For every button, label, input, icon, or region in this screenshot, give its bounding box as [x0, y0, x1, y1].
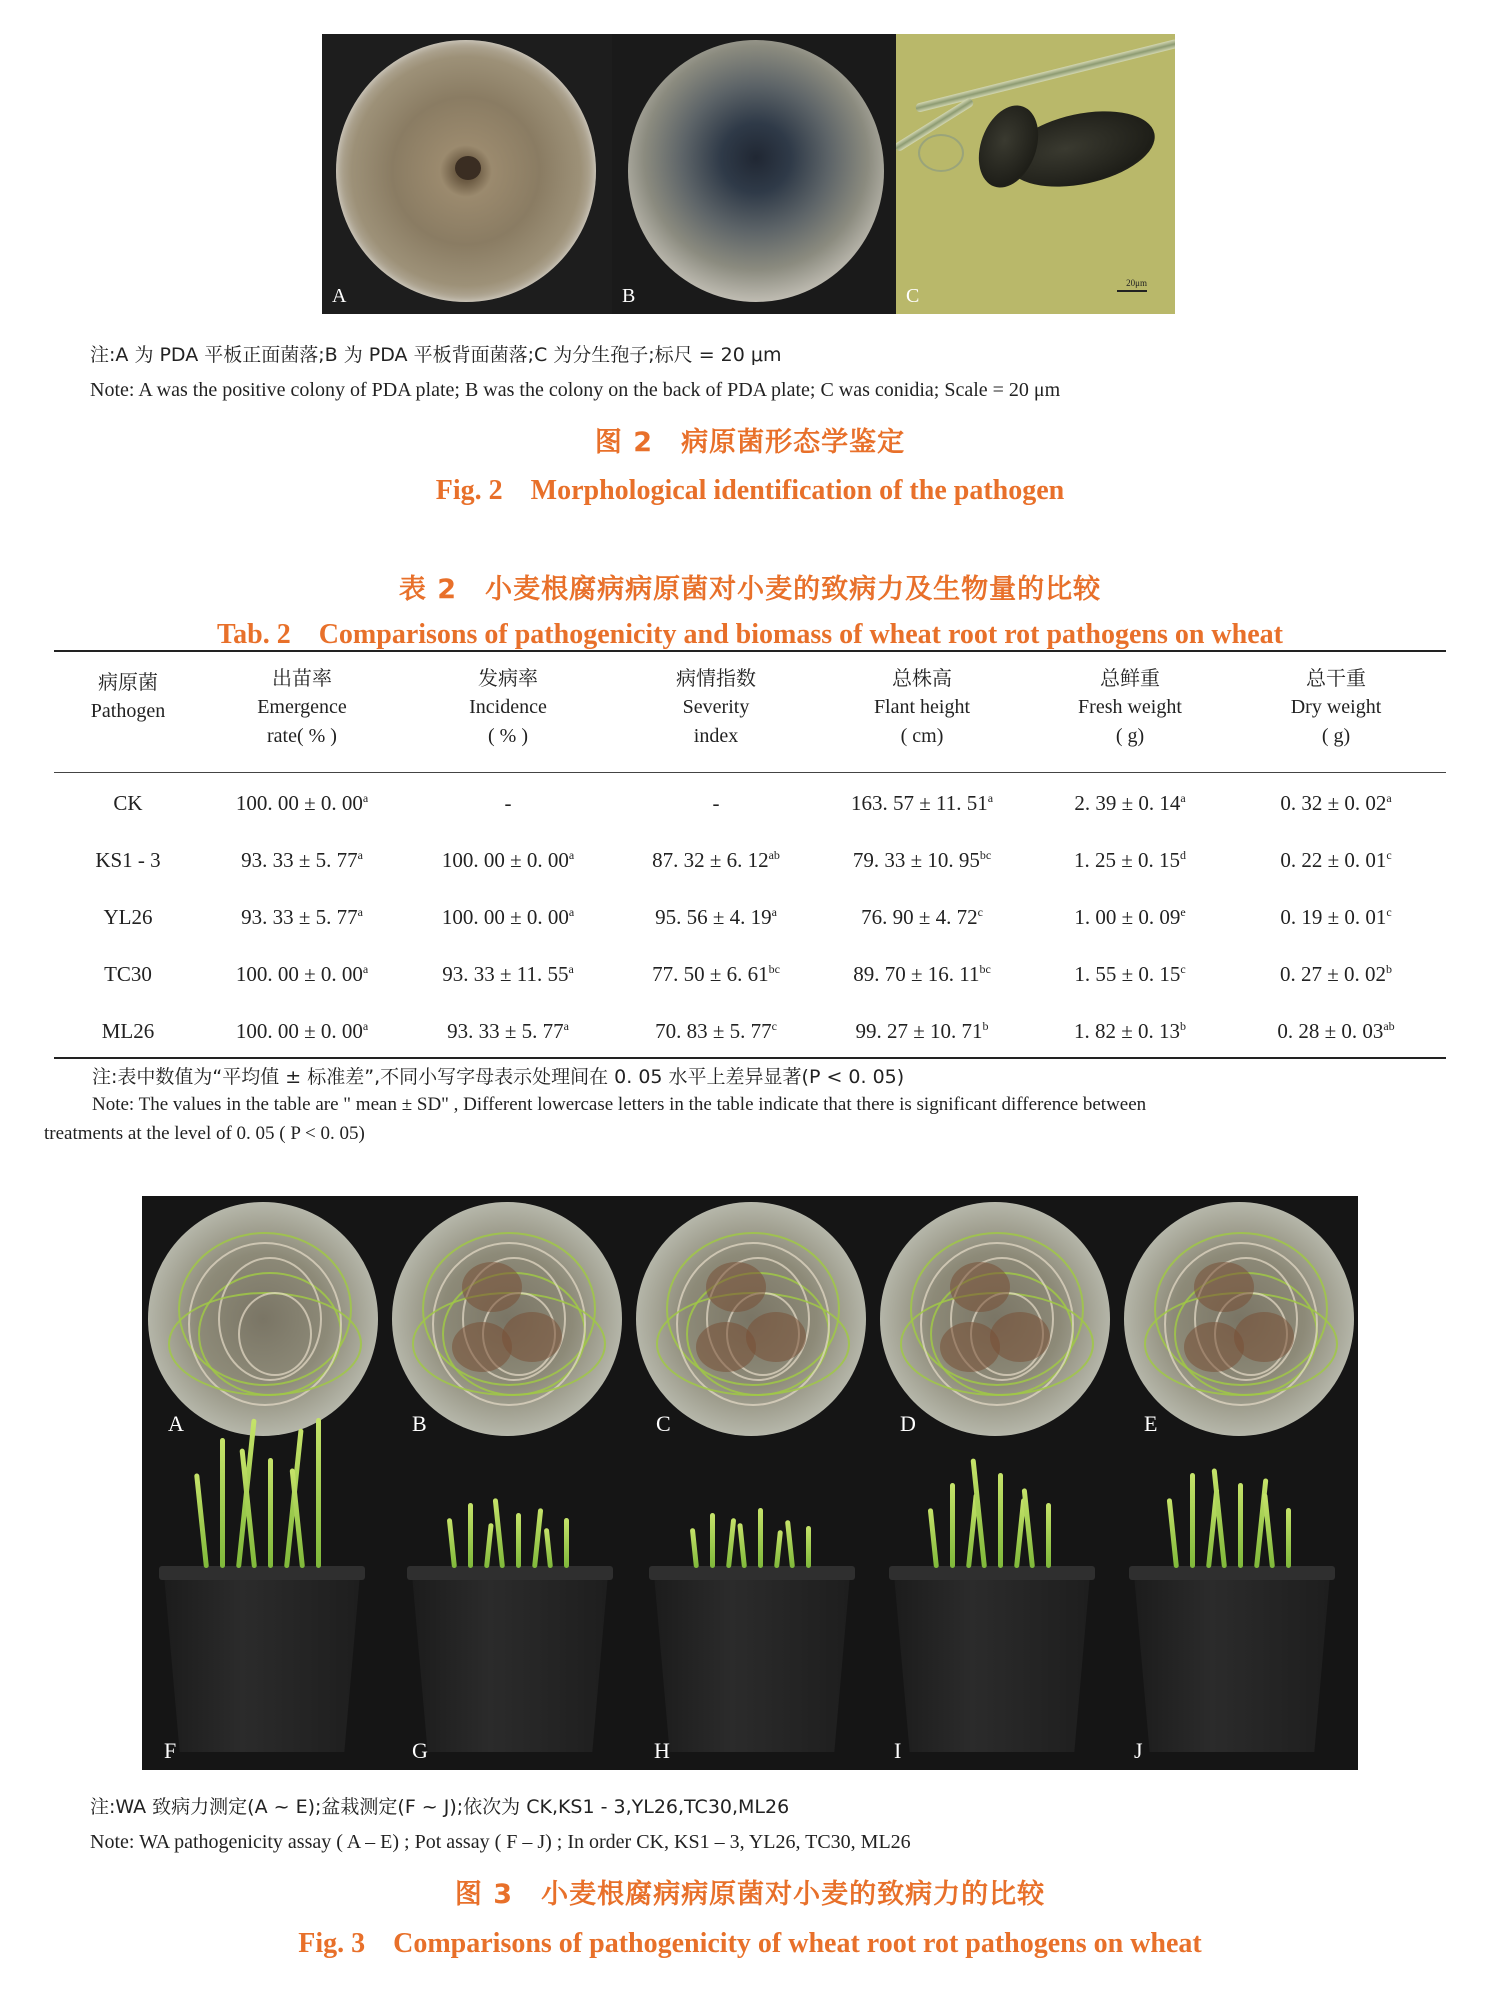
plant-pot — [164, 1574, 360, 1752]
cell-value: 0. 32 ± 0. 02 — [1280, 791, 1387, 815]
significance-letter: a — [362, 791, 369, 805]
significance-letter: e — [1180, 905, 1186, 919]
wheat-seedling — [1022, 1488, 1035, 1568]
diseased-root-mass — [990, 1312, 1050, 1362]
wa-dish — [148, 1202, 378, 1436]
wheat-seedling — [950, 1483, 955, 1568]
table-header-cell — [403, 664, 613, 751]
header-label-en: Severity — [682, 696, 750, 718]
cell-value: 2. 39 ± 0. 14 — [1074, 791, 1181, 815]
cell-value: - — [504, 791, 512, 815]
cell-value: 79. 33 ± 10. 95 — [852, 848, 980, 872]
header-label-zh: 发病率 — [478, 666, 538, 690]
table-header-cell — [611, 664, 821, 751]
table-cell — [1025, 848, 1235, 873]
table-cell — [197, 848, 407, 873]
wheat-seedling — [998, 1473, 1003, 1568]
pot-rim — [407, 1566, 613, 1580]
hypha-1 — [915, 39, 1175, 113]
wa-dish — [880, 1202, 1110, 1436]
scale-bar-label: 20μm — [1126, 278, 1147, 288]
table-cell — [403, 1019, 613, 1044]
cell-value: 99. 27 ± 10. 71 — [855, 1019, 983, 1043]
header-label-en: ( % ) — [488, 725, 528, 747]
header-label-en: rate( % ) — [267, 725, 337, 747]
panel-label-a: A — [332, 285, 347, 307]
figure-3-note-zh: 注:WA 致病力测定(A ~ E);盆栽测定(F ~ J);依次为 CK,KS1 - 3,YL26,TC30,ML26 — [90, 1796, 790, 1818]
wheat-seedling — [690, 1528, 699, 1568]
significance-letter: a — [362, 1019, 369, 1033]
wheat-seedling — [564, 1518, 569, 1568]
table-cell — [197, 962, 407, 987]
table-2-title-zh: 表 2 小麦根腐病病原菌对小麦的致病力及生物量的比较 — [398, 574, 1102, 605]
plant-pot — [654, 1574, 850, 1752]
table-cell — [403, 905, 613, 930]
wheat-seedling — [774, 1530, 783, 1568]
diseased-root-mass — [1184, 1322, 1244, 1372]
wheat-seedling — [758, 1508, 763, 1568]
cell-value: 93. 33 ± 11. 55 — [442, 962, 569, 986]
plant-pot — [1134, 1574, 1330, 1752]
dish-label: A — [168, 1411, 184, 1436]
petri-dish-back — [628, 40, 884, 302]
table-header-cell — [1231, 664, 1441, 751]
wheat-seedling — [220, 1438, 225, 1568]
figure-2-note-en: Note: A was the positive colony of PDA plate; B was the colony on the back of PDA plate; C was conidia; Scale = 20 μm — [90, 379, 1061, 401]
cell-value: 0. 27 ± 0. 02 — [1279, 962, 1387, 986]
table-cell — [403, 791, 613, 816]
wheat-seedling — [710, 1513, 715, 1568]
significance-letter: bc — [979, 848, 992, 862]
dish-label: E — [1144, 1411, 1158, 1436]
header-label-en: Dry weight — [1290, 696, 1382, 718]
wheat-seedling — [726, 1518, 736, 1568]
significance-letter: c — [1386, 905, 1392, 919]
panel-label-b: B — [622, 285, 636, 307]
plant-pot — [894, 1574, 1090, 1752]
wheat-seedling — [737, 1523, 747, 1568]
table-cell — [817, 848, 1027, 873]
table-header-rule — [54, 772, 1446, 773]
colony-center — [455, 156, 481, 180]
figure-2-caption-en: Fig. 2 Morphological identification of the pathogen — [435, 475, 1065, 506]
wheat-seedling — [785, 1520, 795, 1568]
cell-value: 0. 22 ± 0. 01 — [1280, 848, 1387, 872]
figure-3-caption-zh: 图 3 小麦根腐病病原菌对小麦的致病力的比较 — [454, 1879, 1046, 1910]
wa-dish — [392, 1202, 622, 1436]
dish-label: D — [900, 1411, 916, 1436]
significance-letter: a — [357, 905, 363, 919]
scale-bar — [1117, 290, 1147, 292]
table-cell — [1231, 791, 1441, 816]
header-label-zh: 总鲜重 — [1100, 666, 1160, 690]
table-header-cell — [1025, 664, 1235, 751]
cell-value: 95. 56 ± 4. 19 — [655, 905, 772, 929]
table-row-pathogen: CK — [113, 791, 143, 815]
table-cell — [611, 1019, 821, 1044]
cell-value: 70. 83 ± 5. 77 — [655, 1019, 772, 1043]
cell-value: 100. 00 ± 0. 00 — [235, 962, 363, 986]
wa-dish — [636, 1202, 866, 1436]
cell-value: 100. 00 ± 0. 00 — [235, 1019, 363, 1043]
cell-value: 1. 55 ± 0. 15 — [1074, 962, 1181, 986]
significance-letter: b — [1180, 1019, 1187, 1033]
significance-letter: a — [362, 962, 369, 976]
significance-letter: a — [771, 905, 777, 919]
cell-value: 87. 32 ± 6. 12 — [652, 848, 769, 872]
figure-2-image — [322, 34, 1175, 314]
cell-value: 1. 25 ± 0. 15 — [1073, 848, 1181, 872]
cell-value: 93. 33 ± 5. 77 — [447, 1019, 564, 1043]
wheat-seedling — [484, 1523, 494, 1568]
panel-b-colony-back — [612, 34, 896, 314]
pot-rim — [889, 1566, 1095, 1580]
significance-letter: a — [1386, 791, 1392, 805]
significance-letter: a — [987, 791, 994, 805]
table-note-zh: 注:表中数值为“平均值 ± 标准差”,不同小写字母表示处理间在 0. 05 水平上差异显著(P < 0. 05) — [92, 1066, 905, 1088]
table-header-cell — [197, 664, 407, 751]
table-cell — [403, 848, 613, 873]
seedling-root — [238, 1292, 312, 1376]
diseased-root-mass — [1194, 1262, 1254, 1312]
wheat-seedling — [532, 1508, 543, 1568]
wheat-seedling — [268, 1458, 273, 1568]
cell-value: - — [712, 791, 720, 815]
table-row-pathogen: ML26 — [101, 1019, 155, 1043]
table-row-pathogen: YL26 — [103, 905, 153, 929]
wheat-seedling — [516, 1513, 521, 1568]
header-label-zh: 出苗率 — [272, 666, 332, 690]
panel-c-conidia — [896, 34, 1175, 314]
pot-rim — [649, 1566, 855, 1580]
pot-label: H — [654, 1738, 670, 1763]
table-cell — [197, 905, 407, 930]
table-row-pathogen: KS1 - 3 — [95, 848, 161, 872]
table-cell — [1025, 905, 1235, 930]
header-label-en: Fresh weight — [1078, 696, 1182, 718]
table-2-title-en: Tab. 2 Comparisons of pathogenicity and biomass of wheat root rot pathogens on wheat — [217, 619, 1283, 650]
diseased-root-mass — [950, 1262, 1010, 1312]
cell-value: 0. 28 ± 0. 03 — [1277, 1019, 1384, 1043]
table-cell — [403, 962, 613, 987]
dish-label: B — [412, 1411, 427, 1436]
wheat-seedling — [316, 1418, 321, 1568]
wheat-seedling — [1167, 1498, 1179, 1568]
wheat-seedling — [1046, 1503, 1051, 1568]
wheat-seedling — [928, 1508, 939, 1568]
significance-letter: d — [1180, 848, 1187, 862]
significance-letter: c — [1386, 848, 1392, 862]
wheat-seedling — [544, 1528, 553, 1568]
wheat-seedling — [1190, 1473, 1195, 1568]
wheat-seedling — [806, 1526, 811, 1568]
significance-letter: c — [771, 1019, 777, 1033]
figure-3-image — [142, 1196, 1358, 1770]
significance-letter: ab — [1383, 1019, 1395, 1033]
table-cell — [1231, 848, 1441, 873]
header-label-zh: 总株高 — [892, 666, 952, 690]
diseased-root-mass — [696, 1322, 756, 1372]
table-cell — [611, 905, 821, 930]
significance-letter: bc — [768, 962, 780, 976]
cell-value: 93. 33 ± 5. 77 — [241, 905, 358, 929]
diseased-root-mass — [1234, 1312, 1294, 1362]
wheat-seedling — [194, 1473, 209, 1568]
figure-2-caption-zh: 图 2 病原菌形态学鉴定 — [594, 427, 906, 458]
significance-letter: a — [357, 848, 363, 862]
significance-letter: c — [1180, 962, 1186, 976]
table-note-en-line2: treatments at the level of 0. 05 ( P < 0. 05) — [44, 1123, 365, 1144]
table-cell — [1025, 791, 1235, 816]
diseased-root-mass — [452, 1322, 512, 1372]
panel-label-c: C — [906, 285, 920, 307]
table-cell — [1025, 962, 1235, 987]
table-cell — [1231, 905, 1441, 930]
header-label-zh: 总干重 — [1306, 666, 1366, 690]
pot-rim — [1129, 1566, 1335, 1580]
table-cell — [611, 962, 821, 987]
table-header-cell — [817, 664, 1027, 751]
cell-value: 76. 90 ± 4. 72 — [861, 905, 978, 929]
cell-value: 89. 70 ± 16. 11 — [853, 962, 980, 986]
pot-label: F — [164, 1738, 177, 1763]
significance-letter: a — [1180, 791, 1186, 805]
table-top-rule — [54, 650, 1446, 652]
cell-value: 100. 00 ± 0. 00 — [441, 848, 569, 872]
cell-value: 0. 19 ± 0. 01 — [1280, 905, 1387, 929]
header-label-zh: 病情指数 — [676, 666, 756, 690]
table-cell — [817, 962, 1027, 987]
diseased-root-mass — [502, 1312, 562, 1362]
wheat-seedling — [1238, 1483, 1243, 1568]
cell-value: 93. 33 ± 5. 77 — [241, 848, 358, 872]
figure-3-note-en: Note: WA pathogenicity assay ( A – E) ; Pot assay ( F – J) ; In order CK, KS1 – 3, YL26, TC30, ML26 — [90, 1831, 911, 1853]
hyaline-cell — [918, 134, 964, 172]
significance-letter: a — [568, 905, 575, 919]
header-label-en: ( g) — [1321, 725, 1351, 747]
table-note-en-line1: Note: The values in the table are " mean ± SD" , Different lowercase letters in the table indicate that there is significant difference between — [92, 1094, 1147, 1115]
cell-value: 100. 00 ± 0. 00 — [441, 905, 569, 929]
significance-letter: b — [982, 1019, 989, 1033]
table-cell — [197, 791, 407, 816]
table-cell — [817, 791, 1027, 816]
table-bottom-rule — [54, 1057, 1446, 1059]
diseased-root-mass — [940, 1322, 1000, 1372]
significance-letter: c — [977, 905, 983, 919]
table-cell — [611, 848, 821, 873]
header-label-en: ( cm) — [900, 725, 944, 747]
cell-value: 163. 57 ± 11. 51 — [850, 791, 988, 815]
table-cell — [1231, 962, 1441, 987]
table-cell — [611, 791, 821, 816]
pot-label: G — [412, 1738, 428, 1763]
pot-rim — [159, 1566, 365, 1580]
significance-letter: a — [563, 1019, 569, 1033]
header-label-en: Pathogen — [90, 700, 166, 722]
pot-label: J — [1134, 1738, 1143, 1763]
diseased-root-mass — [746, 1312, 806, 1362]
figure-3-caption-en: Fig. 3 Comparisons of pathogenicity of wheat root rot pathogens on wheat — [298, 1928, 1202, 1959]
header-label-en: Emergence — [257, 696, 347, 718]
header-label-en: Flant height — [873, 696, 971, 718]
panel-a-colony-front — [322, 34, 612, 314]
significance-letter: a — [568, 962, 574, 976]
pot-label: I — [894, 1738, 902, 1763]
cell-value: 1. 00 ± 0. 09 — [1074, 905, 1181, 929]
header-label-en: Incidence — [469, 696, 547, 718]
significance-letter: bc — [979, 962, 991, 976]
dish-label: C — [656, 1411, 671, 1436]
significance-letter: b — [1386, 962, 1393, 976]
wheat-seedling — [1262, 1493, 1275, 1568]
cell-value: 1. 82 ± 0. 13 — [1073, 1019, 1181, 1043]
header-label-zh: 病原菌 — [98, 670, 158, 694]
wheat-seedling — [1286, 1508, 1291, 1568]
figure-2-note-zh: 注:A 为 PDA 平板正面菌落;B 为 PDA 平板背面菌落;C 为分生孢子;标尺 = 20 μm — [90, 344, 782, 366]
table-row-pathogen: TC30 — [104, 962, 152, 986]
cell-value: 100. 00 ± 0. 00 — [235, 791, 363, 815]
diseased-root-mass — [706, 1262, 766, 1312]
plant-pot — [412, 1574, 608, 1752]
header-label-en: index — [693, 725, 739, 747]
diseased-root-mass — [462, 1262, 522, 1312]
table-cell — [817, 1019, 1027, 1044]
significance-letter: ab — [768, 848, 780, 862]
wheat-seedling — [493, 1498, 505, 1568]
header-label-en: ( g) — [1115, 725, 1145, 747]
table-cell — [817, 905, 1027, 930]
wheat-seedling — [447, 1518, 457, 1568]
table-cell — [1025, 1019, 1235, 1044]
wheat-seedling — [468, 1503, 473, 1568]
significance-letter: a — [568, 848, 575, 862]
table-cell — [1231, 1019, 1441, 1044]
cell-value: 77. 50 ± 6. 61 — [652, 962, 769, 986]
wa-dish — [1124, 1202, 1354, 1436]
table-cell — [197, 1019, 407, 1044]
